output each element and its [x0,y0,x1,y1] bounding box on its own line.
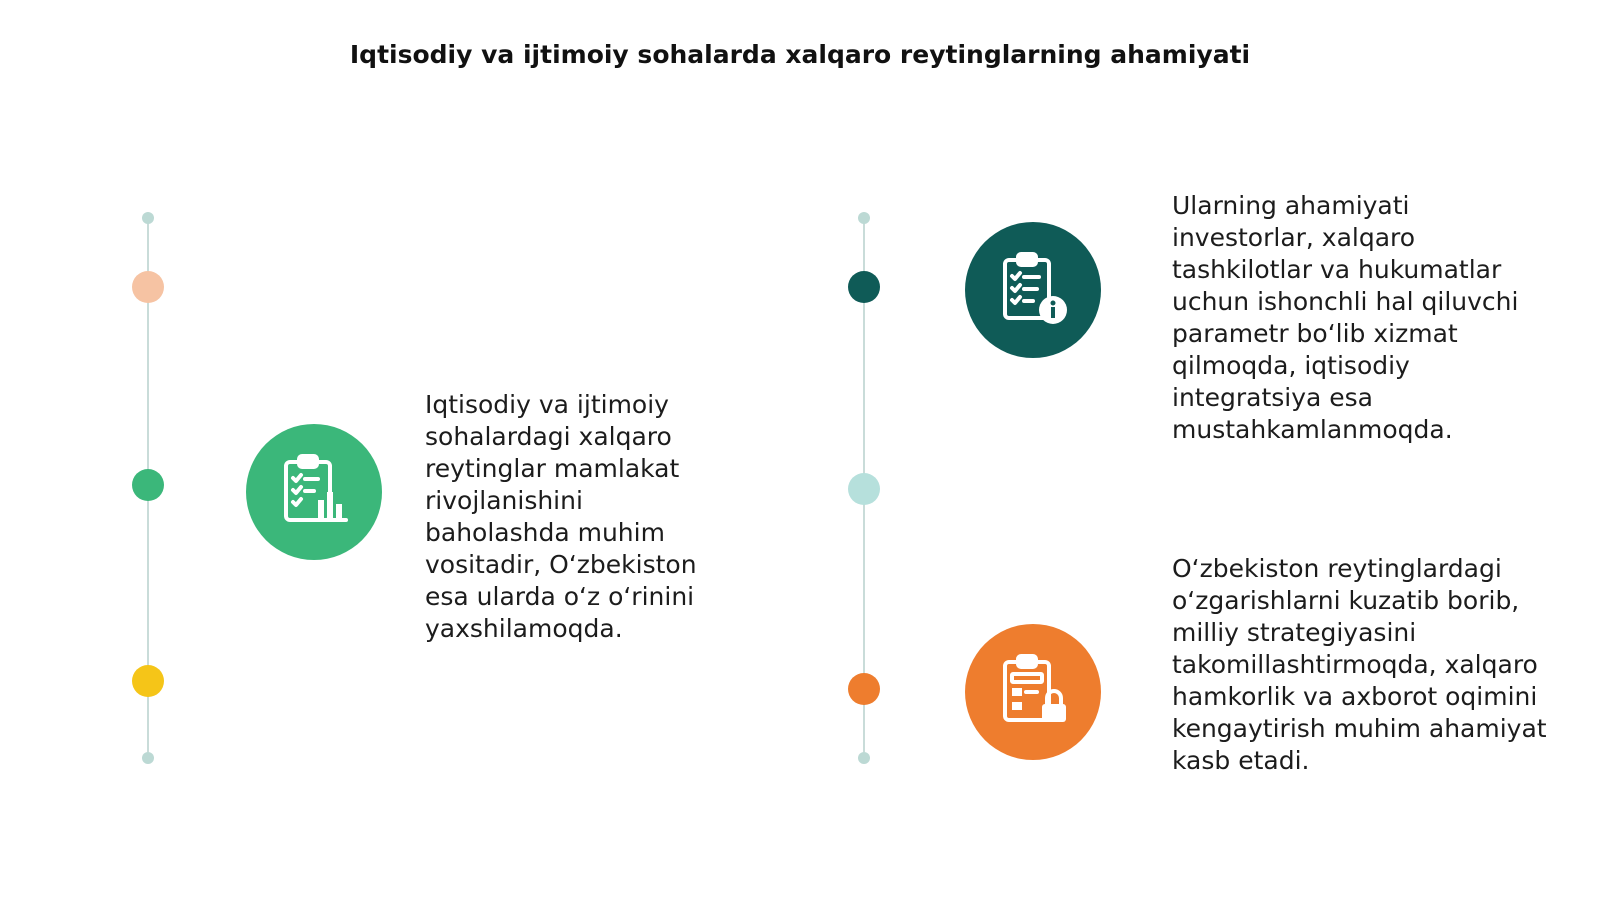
item-2-icon-circle [965,222,1101,358]
item-3-icon-circle [965,624,1101,760]
item-1-text: Iqtisodiy va ijtimoiy sohalardagi xalqaro reytinglar mamlakat rivojlanishini baholashda muhim vositadir, O‘zbekiston esa ularda o‘z o‘rinini yaxshilamoqda. [425,390,697,643]
right-timeline-dot-2 [848,473,880,505]
left-timeline-dot-3 [132,665,164,697]
left-timeline-start [142,212,154,224]
right-timeline-dot-1 [848,271,880,303]
clipboard-info-icon [993,250,1073,330]
item-2-text: Ularning ahamiyati investorlar, xalqaro tashkilotlar va hukumatlar uchun ishonchli hal qiluvchi parametr bo‘lib xizmat qilmoqda, iqtisodiy integratsiya esa mustahkamlanmoqda. [1172,191,1519,444]
clipboard-lock-icon [993,652,1073,732]
left-timeline-dot-2 [132,469,164,501]
left-timeline-dot-1 [132,271,164,303]
item-1-icon-circle [246,424,382,560]
left-timeline-end [142,752,154,764]
clipboard-chart-icon [274,452,354,532]
right-timeline-dot-3 [848,673,880,705]
page-title: Iqtisodiy va ijtimoiy sohalarda xalqaro reytinglarning ahamiyati [349,40,1251,69]
item-3-text: O‘zbekiston reytinglardagi o‘zgarishlarni kuzatib borib, milliy strategiyasini takomillashtirmoqda, xalqaro hamkorlik va axborot oqimini kengaytirish muhim ahamiyat kasb etadi. [1172,554,1547,775]
right-timeline-end [858,752,870,764]
right-timeline-start [858,212,870,224]
